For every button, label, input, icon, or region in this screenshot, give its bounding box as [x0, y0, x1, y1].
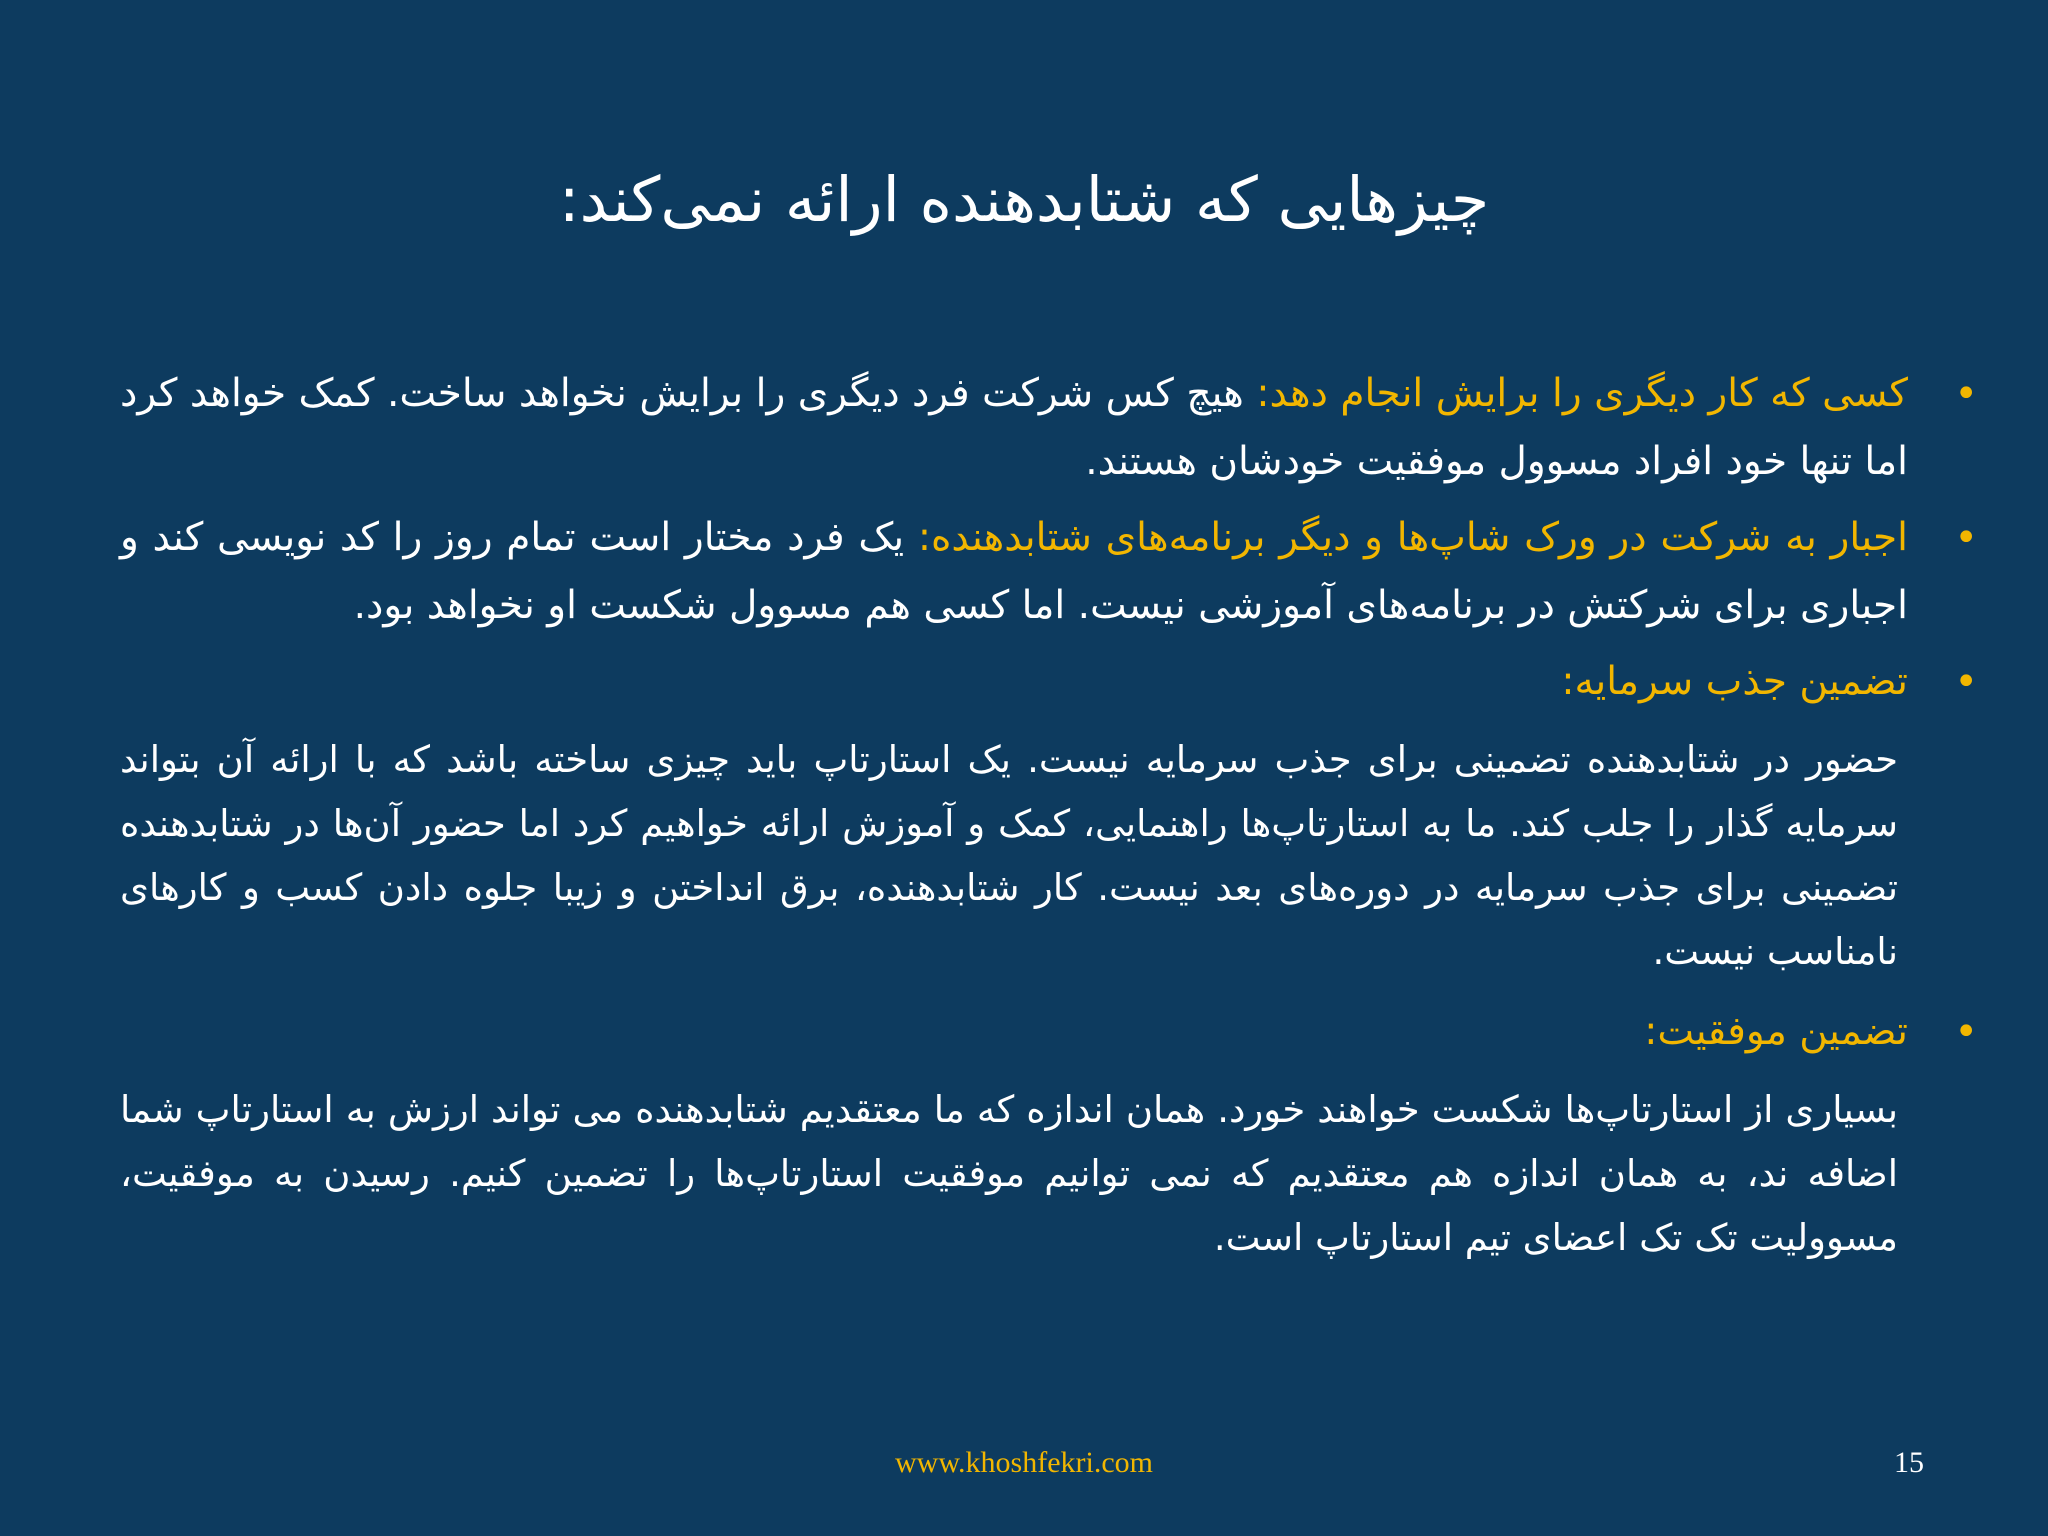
bullet-heading: اجبار به شرکت در ورک شاپ‌ها و دیگر برنامه‌های شتابدهنده: [917, 515, 1908, 560]
slide-content [120, 360, 1978, 1284]
bullet-heading: کسی که کار دیگری را برایش انجام دهد: [1256, 371, 1908, 416]
bullet-text: یک فرد مختار است تمام روز را کد نویسی کند و اجباری برای شرکتش در برنامه‌های آموزشی نیست. اما کسی هم مسوول شکست او نخواهد بود. [120, 515, 1908, 628]
page-number: 15 [1894, 1446, 1924, 1479]
bullet-heading: تضمین موفقیت: [1644, 1009, 1908, 1054]
footer-url: www.khoshfekri.com [894, 1446, 1153, 1479]
slide-title: چیزهایی که شتابدهنده ارائه نمی‌کند: [558, 163, 1490, 236]
bullet-text: هیچ کس شرکت فرد دیگری را برایش نخواهد ساخت. کمک خواهد کرد اما تنها خود افراد مسوول موفقیت خودشان هستند. [120, 371, 1908, 484]
bullet-dot-icon: • [1954, 515, 1978, 561]
bullet-item [120, 998, 1978, 1066]
bullet-heading: تضمین جذب سرمایه: [1561, 659, 1908, 704]
bullet-item [120, 648, 1978, 716]
bullet-dot-icon: • [1954, 1009, 1978, 1055]
bullet-dot-icon: • [1954, 371, 1978, 417]
bullet-dot-icon: • [1954, 659, 1978, 705]
bullet-item [120, 360, 1978, 496]
bullet-paragraph: حضور در شتابدهنده تضمینی برای جذب سرمایه نیست. یک استارتاپ باید چیزی ساخته باشد که با ارائه آن بتواند سرمایه گذار را جلب کند. ما به استارتاپ‌ها راهنمایی، کمک و آموزش ارائه خواهیم کرد اما حضور آن‌ها در شتابدهنده تضمینی برای جذب سرمایه در دوره‌های بعد نیست. کار شتابدهنده، برق انداختن و زیبا جلوه دادن کسب و کارهای نامناسب نیست. [120, 738, 1898, 973]
bullet-paragraph: بسیاری از استارتاپ‌ها شکست خواهند خورد. همان اندازه که ما معتقدیم شتابدهنده می تواند ارزش به استارتاپ شما اضافه ند، به همان اندازه هم معتقدیم که نمی توانیم موفقیت استارتاپ‌ها را تضمین کنیم. رسیدن به موفقیت، مسوولیت تک تک اعضای تیم استارتاپ است. [120, 1088, 1898, 1259]
bullet-item [120, 504, 1978, 640]
